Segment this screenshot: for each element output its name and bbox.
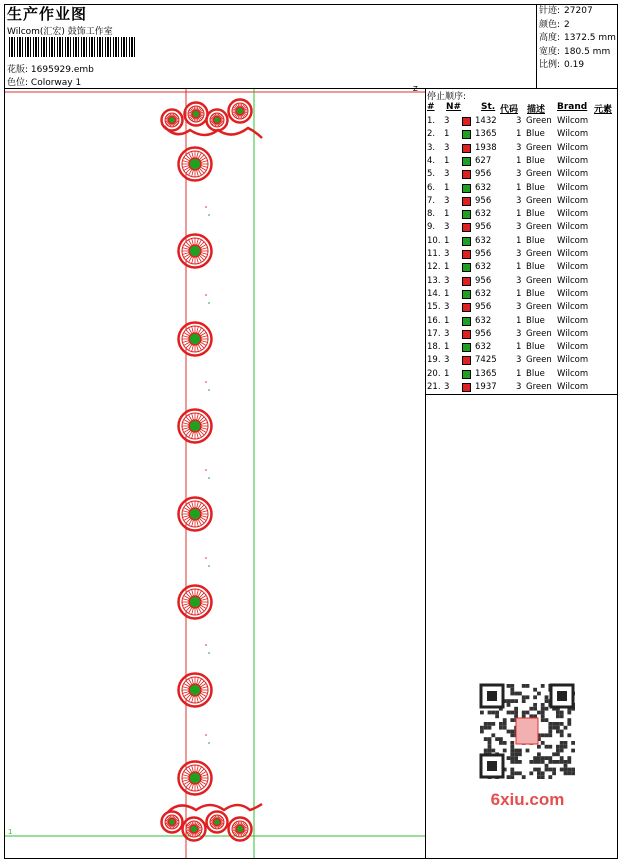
stitch-dot: [208, 477, 210, 479]
row-stitches: 956: [475, 249, 492, 259]
col-header-brand: Brand: [557, 102, 588, 112]
row-desc: Green: [526, 382, 552, 392]
row-stitches: 632: [475, 342, 492, 353]
row-needle: 1: [444, 129, 450, 140]
col-header-stitches: St.: [481, 102, 496, 112]
row-brand: Wilcom: [557, 169, 589, 180]
stitch-dot: [208, 565, 210, 567]
colorway-value: Colorway 1: [30, 78, 82, 88]
row-desc: Green: [526, 116, 552, 126]
row-code: 3: [516, 169, 522, 180]
row-stitches: 956: [475, 195, 492, 206]
row-desc: Blue: [526, 182, 545, 193]
flower-center: [189, 158, 201, 170]
row-stitches: 1937: [475, 382, 497, 392]
col-header-desc: 描述: [527, 105, 546, 115]
row-needle: 3: [444, 355, 450, 366]
row-needle: 3: [444, 169, 450, 180]
row-brand: Wilcom: [557, 182, 589, 193]
row-needle: 3: [444, 382, 450, 392]
qr-watermark: [470, 680, 585, 815]
row-code: 3: [516, 382, 522, 392]
flower-center: [189, 420, 201, 432]
row-code: 3: [516, 142, 522, 153]
row-code: 3: [516, 328, 522, 339]
flower-center: [190, 825, 198, 833]
row-code: 3: [516, 355, 522, 366]
row-stitches: 632: [475, 209, 492, 220]
row-needle: 1: [444, 368, 450, 379]
row-desc: Blue: [526, 209, 545, 220]
row-needle: 1: [444, 262, 450, 273]
row-brand: Wilcom: [557, 209, 589, 220]
info-height: 高度: 1372.5 mm: [539, 33, 616, 43]
row-index: 7.: [427, 195, 436, 206]
info-scale: 比例: 0.19: [539, 60, 585, 70]
row-stitches: 956: [475, 222, 492, 233]
col-header-code: 代码: [500, 105, 519, 115]
stitch-dot: [205, 294, 207, 296]
design-label: 花版:: [7, 65, 29, 75]
row-brand: Wilcom: [557, 288, 589, 299]
row-index: 9.: [427, 222, 436, 233]
row-index: 8.: [427, 209, 436, 220]
row-desc: Green: [526, 249, 552, 259]
row-index: 20.: [427, 368, 441, 379]
stitch-dot: [208, 302, 210, 304]
row-needle: 3: [444, 116, 450, 126]
row-index: 17.: [427, 328, 441, 339]
stitch-dot: [205, 644, 207, 646]
row-brand: Wilcom: [557, 116, 589, 126]
row-desc: Green: [526, 195, 552, 206]
row-index: 19.: [427, 355, 441, 366]
stitch-dot: [205, 381, 207, 383]
row-needle: 3: [444, 142, 450, 153]
row-desc: Green: [526, 142, 552, 153]
row-code: 1: [516, 209, 522, 220]
stitch-dot: [205, 469, 207, 471]
row-index: 14.: [427, 288, 441, 299]
row-code: 1: [516, 235, 522, 246]
row-stitches: 1365: [475, 129, 497, 140]
row-brand: Wilcom: [557, 249, 589, 259]
row-brand: Wilcom: [557, 302, 589, 313]
row-code: 1: [516, 315, 522, 326]
row-desc: Blue: [526, 129, 545, 140]
row-needle: 3: [444, 222, 450, 233]
row-stitches: 627: [475, 155, 492, 166]
stitch-dot: [208, 214, 210, 216]
row-code: 1: [516, 368, 522, 379]
row-brand: Wilcom: [557, 142, 589, 153]
row-stitches: 1938: [475, 142, 497, 153]
row-code: 3: [516, 195, 522, 206]
row-code: 3: [516, 275, 522, 286]
row-index: 2.: [427, 129, 436, 140]
studio-subtitle: Wilcom(汇宏) 鼓饰工作室: [7, 27, 113, 37]
row-brand: Wilcom: [557, 222, 589, 233]
row-code: 3: [516, 222, 522, 233]
flower-center: [192, 110, 200, 118]
row-stitches: 1365: [475, 368, 497, 379]
row-desc: Blue: [526, 155, 545, 166]
row-code: 1: [516, 129, 522, 140]
flower-center: [189, 596, 201, 608]
row-needle: 1: [444, 342, 450, 353]
row-desc: Blue: [526, 235, 545, 246]
corner-mark: Z: [413, 85, 418, 93]
row-stitches: 956: [475, 275, 492, 286]
row-index: 18.: [427, 342, 441, 353]
row-stitches: 7425: [475, 355, 497, 366]
row-index: 3.: [427, 142, 436, 153]
watermark-site: 6xiu.com: [490, 790, 565, 809]
row-index: 21.: [427, 382, 441, 392]
row-stitches: 632: [475, 262, 492, 273]
col-header-element: 元素: [594, 105, 613, 115]
stitch-dot: [208, 389, 210, 391]
row-needle: 3: [444, 302, 450, 313]
row-desc: Green: [526, 275, 552, 286]
row-code: 1: [516, 342, 522, 353]
stop-sequence-title: 停止顺序:: [427, 92, 467, 102]
row-code: 3: [516, 302, 522, 313]
flower-center: [168, 116, 175, 123]
row-code: 3: [516, 249, 522, 259]
flower-center: [213, 818, 220, 825]
flower-center: [189, 684, 201, 696]
stitch-dot: [208, 652, 210, 654]
row-index: 11.: [427, 249, 441, 259]
row-desc: Blue: [526, 368, 545, 379]
row-desc: Blue: [526, 288, 545, 299]
row-stitches: 1432: [475, 116, 497, 126]
row-code: 1: [516, 182, 522, 193]
info-colors: 颜色: 2: [539, 19, 570, 30]
flower-center: [189, 245, 201, 257]
flower-center: [189, 333, 201, 345]
row-desc: Green: [526, 328, 552, 339]
flower-center: [236, 825, 244, 833]
row-code: 1: [516, 262, 522, 273]
row-needle: 1: [444, 288, 450, 299]
col-header-needle: N#: [446, 102, 462, 112]
row-brand: Wilcom: [557, 328, 589, 339]
row-needle: 3: [444, 275, 450, 286]
flower-center: [236, 107, 244, 115]
row-needle: 3: [444, 328, 450, 339]
row-needle: 1: [444, 182, 450, 193]
flower-center: [168, 818, 175, 825]
origin-mark: 1: [8, 828, 13, 836]
row-stitches: 956: [475, 302, 492, 313]
row-brand: Wilcom: [557, 382, 589, 392]
colorway-label: 色位:: [7, 78, 29, 88]
row-desc: Green: [526, 355, 552, 366]
row-desc: Blue: [526, 315, 545, 326]
row-stitches: 632: [475, 315, 492, 326]
row-index: 16.: [427, 315, 441, 326]
stitch-dot: [205, 557, 207, 559]
row-stitches: 632: [475, 235, 492, 246]
row-needle: 1: [444, 209, 450, 220]
row-brand: Wilcom: [557, 368, 589, 379]
row-brand: Wilcom: [557, 315, 589, 326]
row-desc: Green: [526, 302, 552, 313]
row-stitches: 956: [475, 169, 492, 180]
row-desc: Green: [526, 169, 552, 180]
row-needle: 1: [444, 235, 450, 246]
flower-center: [189, 508, 201, 520]
row-index: 13.: [427, 275, 441, 286]
row-needle: 3: [444, 249, 450, 259]
row-brand: Wilcom: [557, 355, 589, 366]
row-needle: 3: [444, 195, 450, 206]
info-stitches: 针迹: 27207: [539, 6, 593, 16]
row-brand: Wilcom: [557, 275, 589, 286]
stitch-dot: [205, 206, 207, 208]
row-brand: Wilcom: [557, 129, 589, 140]
row-brand: Wilcom: [557, 195, 589, 206]
flower-center: [213, 116, 220, 123]
row-brand: Wilcom: [557, 342, 589, 353]
row-needle: 1: [444, 315, 450, 326]
row-code: 3: [516, 116, 522, 126]
row-stitches: 632: [475, 288, 492, 299]
design-file: 1695929.emb: [30, 65, 94, 75]
row-stitches: 632: [475, 182, 492, 193]
row-index: 5.: [427, 169, 436, 180]
row-brand: Wilcom: [557, 155, 589, 166]
row-index: 1.: [427, 116, 436, 126]
stitch-dot: [205, 734, 207, 736]
info-width: 宽度: 180.5 mm: [539, 46, 611, 57]
row-needle: 1: [444, 155, 450, 166]
row-index: 6.: [427, 182, 436, 193]
row-brand: Wilcom: [557, 262, 589, 273]
row-desc: Blue: [526, 342, 545, 353]
row-index: 10.: [427, 235, 441, 246]
col-header-index: #: [427, 102, 435, 112]
row-brand: Wilcom: [557, 235, 589, 246]
row-code: 1: [516, 155, 522, 166]
page-title: 生产作业图: [7, 5, 88, 23]
row-index: 15.: [427, 302, 441, 313]
row-index: 4.: [427, 155, 436, 166]
row-index: 12.: [427, 262, 441, 273]
flower-center: [189, 772, 201, 784]
stitch-dot: [208, 742, 210, 744]
row-desc: Green: [526, 222, 552, 233]
row-stitches: 956: [475, 328, 492, 339]
row-desc: Blue: [526, 262, 545, 273]
row-code: 1: [516, 288, 522, 299]
